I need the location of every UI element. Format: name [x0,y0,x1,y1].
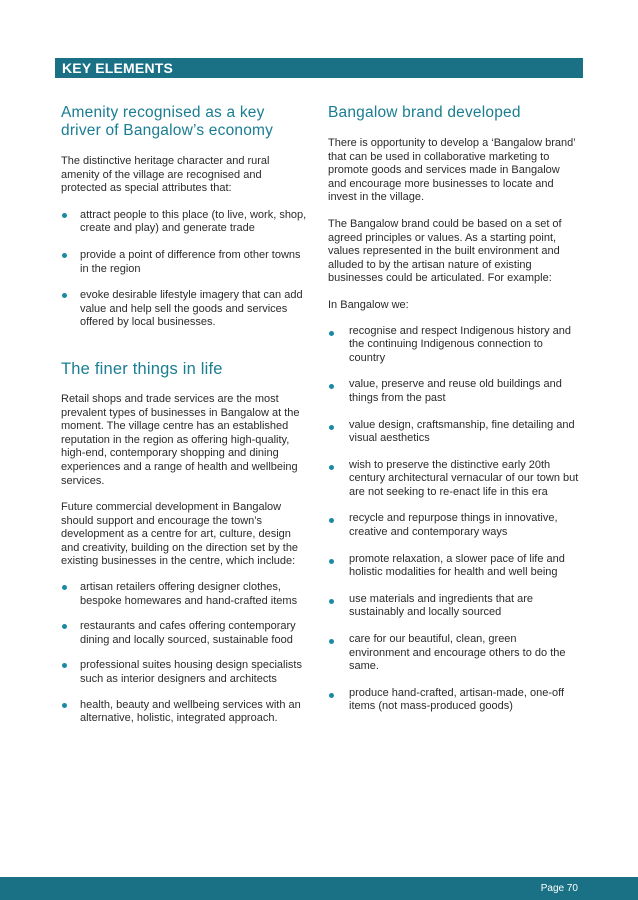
brand-para-2: The Bangalow brand could be based on a set of agreed principles or values. As a starting point, values represented in the built environment and alluded to by the artisan nature of existing businesses could be articulated. For example: [328,217,562,285]
list-item: provide a point of difference from other towns in the region [61,249,309,276]
list-item: health, beauty and wellbeing services with an alternative, holistic, integrated approach. [61,699,309,726]
brand-lead: In Bangalow we: [328,298,409,311]
list-item: care for our beautiful, clean, green environment and encourage others to do the same. [328,633,580,674]
finer-heading: The finer things in life [61,359,223,378]
amenity-heading-line2: driver of Bangalow’s economy [61,122,274,139]
list-item: produce hand-crafted, artisan-made, one-off items (not mass-produced goods) [328,687,580,714]
brand-values-list [328,325,580,714]
section-banner [55,58,583,78]
page-number: Page 70 [540,883,578,894]
banner-title: KEY ELEMENTS [62,60,174,76]
finer-para-2: Future commercial development in Bangalow should support and encourage the town’s development as a centre for art, culture, design and creativity, building on the direction set by the existing businesses in the centre, which include: [61,501,299,568]
brand-heading: Bangalow brand developed [328,104,521,121]
list-item: promote relaxation, a slower pace of life and holistic modalities for health and well being [328,553,580,580]
list-item: wish to preserve the distinctive early 20th century architectural vernacular of our town but are not seeking to re-enact life in this era [328,459,580,500]
right-column [328,104,580,714]
footer-bar [0,877,638,900]
list-item: recycle and repurpose things in innovative, creative and contemporary ways [328,512,580,539]
list-item: evoke desirable lifestyle imagery that can add value and help sell the goods and services offered by local businesses. [61,289,309,330]
amenity-heading-line1: Amenity recognised as a key [61,104,265,121]
list-item: artisan retailers offering designer clothes, bespoke homewares and hand-crafted items [61,581,309,608]
list-item: value, preserve and reuse old buildings and things from the past [328,378,580,405]
list-item: value design, craftsmanship, fine detailing and visual aesthetics [328,419,580,446]
list-item: use materials and ingredients that are sustainably and locally sourced [328,593,580,620]
amenity-heading [61,104,309,140]
amenity-intro: The distinctive heritage character and rural amenity of the village are recognised and protected as special attributes that: [61,155,270,195]
list-item: attract people to this place (to live, work, shop, create and play) and generate trade [61,209,309,236]
list-item: recognise and respect Indigenous history and the continuing Indigenous connection to country [328,325,580,366]
brand-para-1: There is opportunity to develop a ‘Bangalow brand’ that can be used in collaborative marketing to promote goods and services made in Bangalow and encourage more businesses to locate and invest in the village. [328,137,576,204]
finer-para-1: Retail shops and trade services are the most prevalent types of businesses in Bangalow at the moment. The village centre has an established reputation in the region as offering high-quality, high-end, contemporary shopping and dining experiences and a range of health and wellbeing services. [61,392,300,487]
finer-list [61,581,309,726]
list-item: restaurants and cafes offering contemporary dining and locally sourced, sustainable food [61,620,309,647]
list-item: professional suites housing design specialists such as interior designers and architects [61,659,309,686]
left-column [61,104,309,726]
amenity-list [61,209,309,330]
